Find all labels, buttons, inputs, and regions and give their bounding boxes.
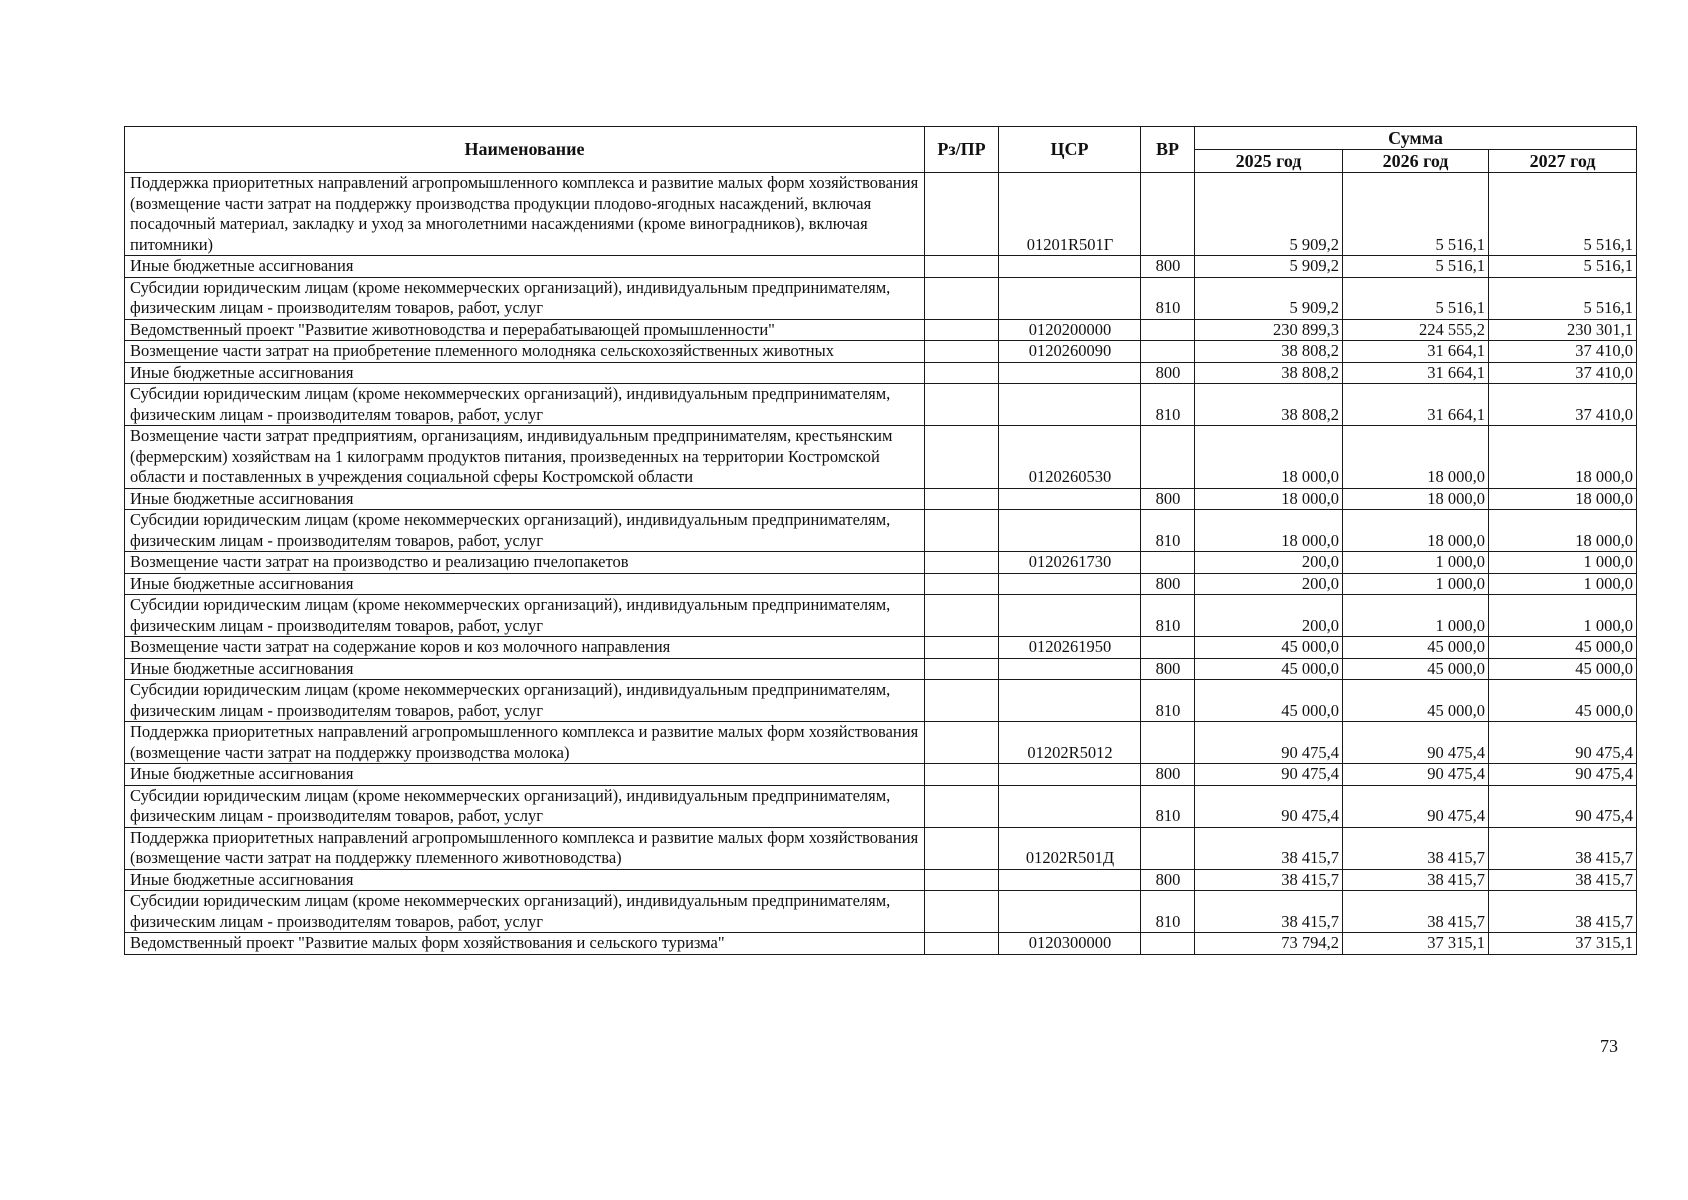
cell-rz-pr — [925, 573, 999, 595]
cell-name: Иные бюджетные ассигнования — [125, 488, 925, 510]
cell-name: Возмещение части затрат на производство и реализацию пчелопакетов — [125, 552, 925, 574]
cell-2027: 90 475,4 — [1489, 764, 1637, 786]
cell-2027: 45 000,0 — [1489, 680, 1637, 722]
cell-2025: 18 000,0 — [1195, 426, 1343, 489]
cell-2025: 5 909,2 — [1195, 173, 1343, 256]
table-row — [125, 891, 1637, 933]
cell-vr — [1141, 637, 1195, 659]
cell-2026: 31 664,1 — [1343, 341, 1489, 363]
cell-2027: 5 516,1 — [1489, 173, 1637, 256]
table-row — [125, 277, 1637, 319]
cell-name: Поддержка приоритетных направлений агропромышленного комплекса и развитие малых форм хозяйствования (возмещение части затрат на поддержку производства продукции плодово-ягодных насаждений, включая посадочный материал, закладку и уход за многолетними насаждениями (кроме виноградников), включая питомники) — [125, 173, 925, 256]
cell-vr — [1141, 341, 1195, 363]
cell-2027: 1 000,0 — [1489, 552, 1637, 574]
cell-name: Возмещение части затрат на содержание коров и коз молочного направления — [125, 637, 925, 659]
cell-vr: 810 — [1141, 891, 1195, 933]
cell-csr: 01202R501Д — [999, 827, 1141, 869]
cell-rz-pr — [925, 426, 999, 489]
cell-2027: 90 475,4 — [1489, 722, 1637, 764]
cell-vr: 800 — [1141, 488, 1195, 510]
cell-csr: 0120260530 — [999, 426, 1141, 489]
header-2027: 2027 год — [1489, 150, 1637, 173]
cell-2027: 18 000,0 — [1489, 426, 1637, 489]
cell-vr: 800 — [1141, 869, 1195, 891]
cell-2026: 31 664,1 — [1343, 384, 1489, 426]
cell-2027: 45 000,0 — [1489, 658, 1637, 680]
cell-2025: 38 808,2 — [1195, 384, 1343, 426]
cell-2025: 45 000,0 — [1195, 637, 1343, 659]
header-name: Наименование — [125, 127, 925, 173]
cell-name: Иные бюджетные ассигнования — [125, 869, 925, 891]
cell-vr — [1141, 552, 1195, 574]
cell-csr: 0120300000 — [999, 933, 1141, 955]
cell-name: Возмещение части затрат на приобретение племенного молодняка сельскохозяйственных животных — [125, 341, 925, 363]
cell-rz-pr — [925, 488, 999, 510]
cell-2027: 45 000,0 — [1489, 637, 1637, 659]
cell-2027: 18 000,0 — [1489, 510, 1637, 552]
table-header — [125, 127, 1637, 173]
cell-name: Субсидии юридическим лицам (кроме некоммерческих организаций), индивидуальным предпринимателям, физическим лицам - производителям товаров, работ, услуг — [125, 891, 925, 933]
cell-2027: 1 000,0 — [1489, 595, 1637, 637]
cell-2027: 230 301,1 — [1489, 319, 1637, 341]
cell-2027: 5 516,1 — [1489, 256, 1637, 278]
cell-2026: 31 664,1 — [1343, 362, 1489, 384]
header-2025: 2025 год — [1195, 150, 1343, 173]
cell-2026: 1 000,0 — [1343, 552, 1489, 574]
cell-2026: 5 516,1 — [1343, 173, 1489, 256]
cell-2025: 45 000,0 — [1195, 658, 1343, 680]
cell-rz-pr — [925, 173, 999, 256]
table-row — [125, 658, 1637, 680]
table-row — [125, 510, 1637, 552]
cell-2025: 200,0 — [1195, 595, 1343, 637]
header-sum: Сумма — [1195, 127, 1637, 150]
cell-2025: 18 000,0 — [1195, 488, 1343, 510]
cell-csr — [999, 256, 1141, 278]
budget-table — [124, 126, 1637, 955]
table-row — [125, 341, 1637, 363]
cell-rz-pr — [925, 722, 999, 764]
cell-name: Ведомственный проект "Развитие животноводства и перерабатывающей промышленности" — [125, 319, 925, 341]
table-row — [125, 785, 1637, 827]
cell-name: Возмещение части затрат предприятиям, организациям, индивидуальным предпринимателям, крестьянским (фермерским) хозяйствам на 1 килограмм продуктов питания, произведенных на территории Костромской области и поставленных в учреждения социальной сферы Костромской области — [125, 426, 925, 489]
cell-rz-pr — [925, 680, 999, 722]
cell-2027: 38 415,7 — [1489, 869, 1637, 891]
table-row — [125, 362, 1637, 384]
cell-2025: 200,0 — [1195, 552, 1343, 574]
cell-2025: 200,0 — [1195, 573, 1343, 595]
table-row — [125, 256, 1637, 278]
cell-name: Ведомственный проект "Развитие малых форм хозяйствования и сельского туризма" — [125, 933, 925, 955]
cell-2025: 38 415,7 — [1195, 891, 1343, 933]
cell-2026: 38 415,7 — [1343, 869, 1489, 891]
cell-2027: 5 516,1 — [1489, 277, 1637, 319]
cell-rz-pr — [925, 341, 999, 363]
cell-csr — [999, 384, 1141, 426]
cell-name: Иные бюджетные ассигнования — [125, 573, 925, 595]
cell-rz-pr — [925, 277, 999, 319]
cell-2027: 37 410,0 — [1489, 341, 1637, 363]
cell-2027: 38 415,7 — [1489, 891, 1637, 933]
cell-name: Иные бюджетные ассигнования — [125, 362, 925, 384]
table-row — [125, 637, 1637, 659]
cell-csr — [999, 510, 1141, 552]
cell-vr — [1141, 319, 1195, 341]
table-row — [125, 488, 1637, 510]
cell-2027: 90 475,4 — [1489, 785, 1637, 827]
cell-vr: 810 — [1141, 680, 1195, 722]
cell-2026: 18 000,0 — [1343, 510, 1489, 552]
page-number: 73 — [1600, 1036, 1618, 1056]
cell-2026: 38 415,7 — [1343, 827, 1489, 869]
cell-rz-pr — [925, 552, 999, 574]
cell-2025: 18 000,0 — [1195, 510, 1343, 552]
cell-csr — [999, 764, 1141, 786]
cell-2026: 5 516,1 — [1343, 277, 1489, 319]
cell-2026: 45 000,0 — [1343, 680, 1489, 722]
table-row — [125, 764, 1637, 786]
cell-csr: 01202R5012 — [999, 722, 1141, 764]
cell-2025: 73 794,2 — [1195, 933, 1343, 955]
cell-rz-pr — [925, 319, 999, 341]
cell-vr: 800 — [1141, 256, 1195, 278]
table-row — [125, 552, 1637, 574]
cell-2026: 5 516,1 — [1343, 256, 1489, 278]
table-row — [125, 722, 1637, 764]
cell-rz-pr — [925, 891, 999, 933]
table-row — [125, 933, 1637, 955]
cell-vr: 810 — [1141, 277, 1195, 319]
table-row — [125, 869, 1637, 891]
cell-2025: 90 475,4 — [1195, 785, 1343, 827]
cell-csr — [999, 658, 1141, 680]
cell-csr: 0120261730 — [999, 552, 1141, 574]
cell-rz-pr — [925, 595, 999, 637]
cell-2026: 18 000,0 — [1343, 426, 1489, 489]
cell-rz-pr — [925, 827, 999, 869]
cell-2027: 1 000,0 — [1489, 573, 1637, 595]
table-row — [125, 595, 1637, 637]
cell-2025: 90 475,4 — [1195, 722, 1343, 764]
cell-name: Субсидии юридическим лицам (кроме некоммерческих организаций), индивидуальным предпринимателям, физическим лицам - производителям товаров, работ, услуг — [125, 680, 925, 722]
table-row — [125, 573, 1637, 595]
cell-2025: 38 415,7 — [1195, 869, 1343, 891]
cell-rz-pr — [925, 658, 999, 680]
cell-csr — [999, 488, 1141, 510]
cell-rz-pr — [925, 510, 999, 552]
header-rz-pr: Рз/ПР — [925, 127, 999, 173]
cell-vr — [1141, 173, 1195, 256]
cell-name: Иные бюджетные ассигнования — [125, 256, 925, 278]
cell-rz-pr — [925, 637, 999, 659]
cell-2026: 90 475,4 — [1343, 764, 1489, 786]
cell-2025: 90 475,4 — [1195, 764, 1343, 786]
cell-csr: 0120261950 — [999, 637, 1141, 659]
cell-vr: 810 — [1141, 785, 1195, 827]
header-csr: ЦСР — [999, 127, 1141, 173]
cell-2027: 37 410,0 — [1489, 384, 1637, 426]
cell-2027: 37 410,0 — [1489, 362, 1637, 384]
cell-name: Субсидии юридическим лицам (кроме некоммерческих организаций), индивидуальным предпринимателям, физическим лицам - производителям товаров, работ, услуг — [125, 785, 925, 827]
cell-rz-pr — [925, 933, 999, 955]
cell-csr: 0120260090 — [999, 341, 1141, 363]
cell-vr: 800 — [1141, 764, 1195, 786]
cell-2026: 45 000,0 — [1343, 637, 1489, 659]
cell-vr: 800 — [1141, 658, 1195, 680]
cell-2026: 37 315,1 — [1343, 933, 1489, 955]
cell-2025: 38 808,2 — [1195, 362, 1343, 384]
cell-name: Иные бюджетные ассигнования — [125, 658, 925, 680]
header-vr: ВР — [1141, 127, 1195, 173]
cell-2025: 38 808,2 — [1195, 341, 1343, 363]
cell-name: Субсидии юридическим лицам (кроме некоммерческих организаций), индивидуальным предпринимателям, физическим лицам - производителям товаров, работ, услуг — [125, 510, 925, 552]
cell-name: Поддержка приоритетных направлений агропромышленного комплекса и развитие малых форм хозяйствования (возмещение части затрат на поддержку племенного животноводства) — [125, 827, 925, 869]
cell-2026: 38 415,7 — [1343, 891, 1489, 933]
cell-csr — [999, 362, 1141, 384]
cell-csr — [999, 891, 1141, 933]
cell-name: Поддержка приоритетных направлений агропромышленного комплекса и развитие малых форм хозяйствования (возмещение части затрат на поддержку производства молока) — [125, 722, 925, 764]
cell-csr — [999, 277, 1141, 319]
cell-2025: 5 909,2 — [1195, 256, 1343, 278]
cell-rz-pr — [925, 362, 999, 384]
cell-name: Иные бюджетные ассигнования — [125, 764, 925, 786]
cell-2026: 90 475,4 — [1343, 785, 1489, 827]
cell-2026: 224 555,2 — [1343, 319, 1489, 341]
cell-2027: 38 415,7 — [1489, 827, 1637, 869]
cell-rz-pr — [925, 785, 999, 827]
cell-2027: 37 315,1 — [1489, 933, 1637, 955]
table-body — [125, 173, 1637, 955]
cell-vr: 800 — [1141, 362, 1195, 384]
cell-vr: 810 — [1141, 595, 1195, 637]
cell-2026: 1 000,0 — [1343, 573, 1489, 595]
cell-vr — [1141, 827, 1195, 869]
table-row — [125, 827, 1637, 869]
cell-rz-pr — [925, 256, 999, 278]
cell-2025: 230 899,3 — [1195, 319, 1343, 341]
cell-name: Субсидии юридическим лицам (кроме некоммерческих организаций), индивидуальным предпринимателям, физическим лицам - производителям товаров, работ, услуг — [125, 277, 925, 319]
cell-csr — [999, 785, 1141, 827]
cell-name: Субсидии юридическим лицам (кроме некоммерческих организаций), индивидуальным предпринимателям, физическим лицам - производителям товаров, работ, услуг — [125, 384, 925, 426]
cell-2026: 45 000,0 — [1343, 658, 1489, 680]
table-row — [125, 426, 1637, 489]
cell-vr — [1141, 722, 1195, 764]
cell-2025: 5 909,2 — [1195, 277, 1343, 319]
cell-csr: 0120200000 — [999, 319, 1141, 341]
cell-2027: 18 000,0 — [1489, 488, 1637, 510]
cell-2026: 90 475,4 — [1343, 722, 1489, 764]
cell-rz-pr — [925, 384, 999, 426]
cell-vr: 810 — [1141, 384, 1195, 426]
cell-vr: 800 — [1141, 573, 1195, 595]
cell-2026: 1 000,0 — [1343, 595, 1489, 637]
cell-csr: 01201R501Г — [999, 173, 1141, 256]
table-row — [125, 384, 1637, 426]
cell-2025: 38 415,7 — [1195, 827, 1343, 869]
cell-2025: 45 000,0 — [1195, 680, 1343, 722]
cell-name: Субсидии юридическим лицам (кроме некоммерческих организаций), индивидуальным предпринимателям, физическим лицам - производителям товаров, работ, услуг — [125, 595, 925, 637]
table-row — [125, 319, 1637, 341]
cell-vr — [1141, 933, 1195, 955]
table-row — [125, 680, 1637, 722]
cell-csr — [999, 869, 1141, 891]
cell-rz-pr — [925, 764, 999, 786]
cell-rz-pr — [925, 869, 999, 891]
cell-csr — [999, 573, 1141, 595]
cell-vr: 810 — [1141, 510, 1195, 552]
cell-csr — [999, 595, 1141, 637]
cell-csr — [999, 680, 1141, 722]
header-2026: 2026 год — [1343, 150, 1489, 173]
table-row — [125, 173, 1637, 256]
cell-2026: 18 000,0 — [1343, 488, 1489, 510]
cell-vr — [1141, 426, 1195, 489]
